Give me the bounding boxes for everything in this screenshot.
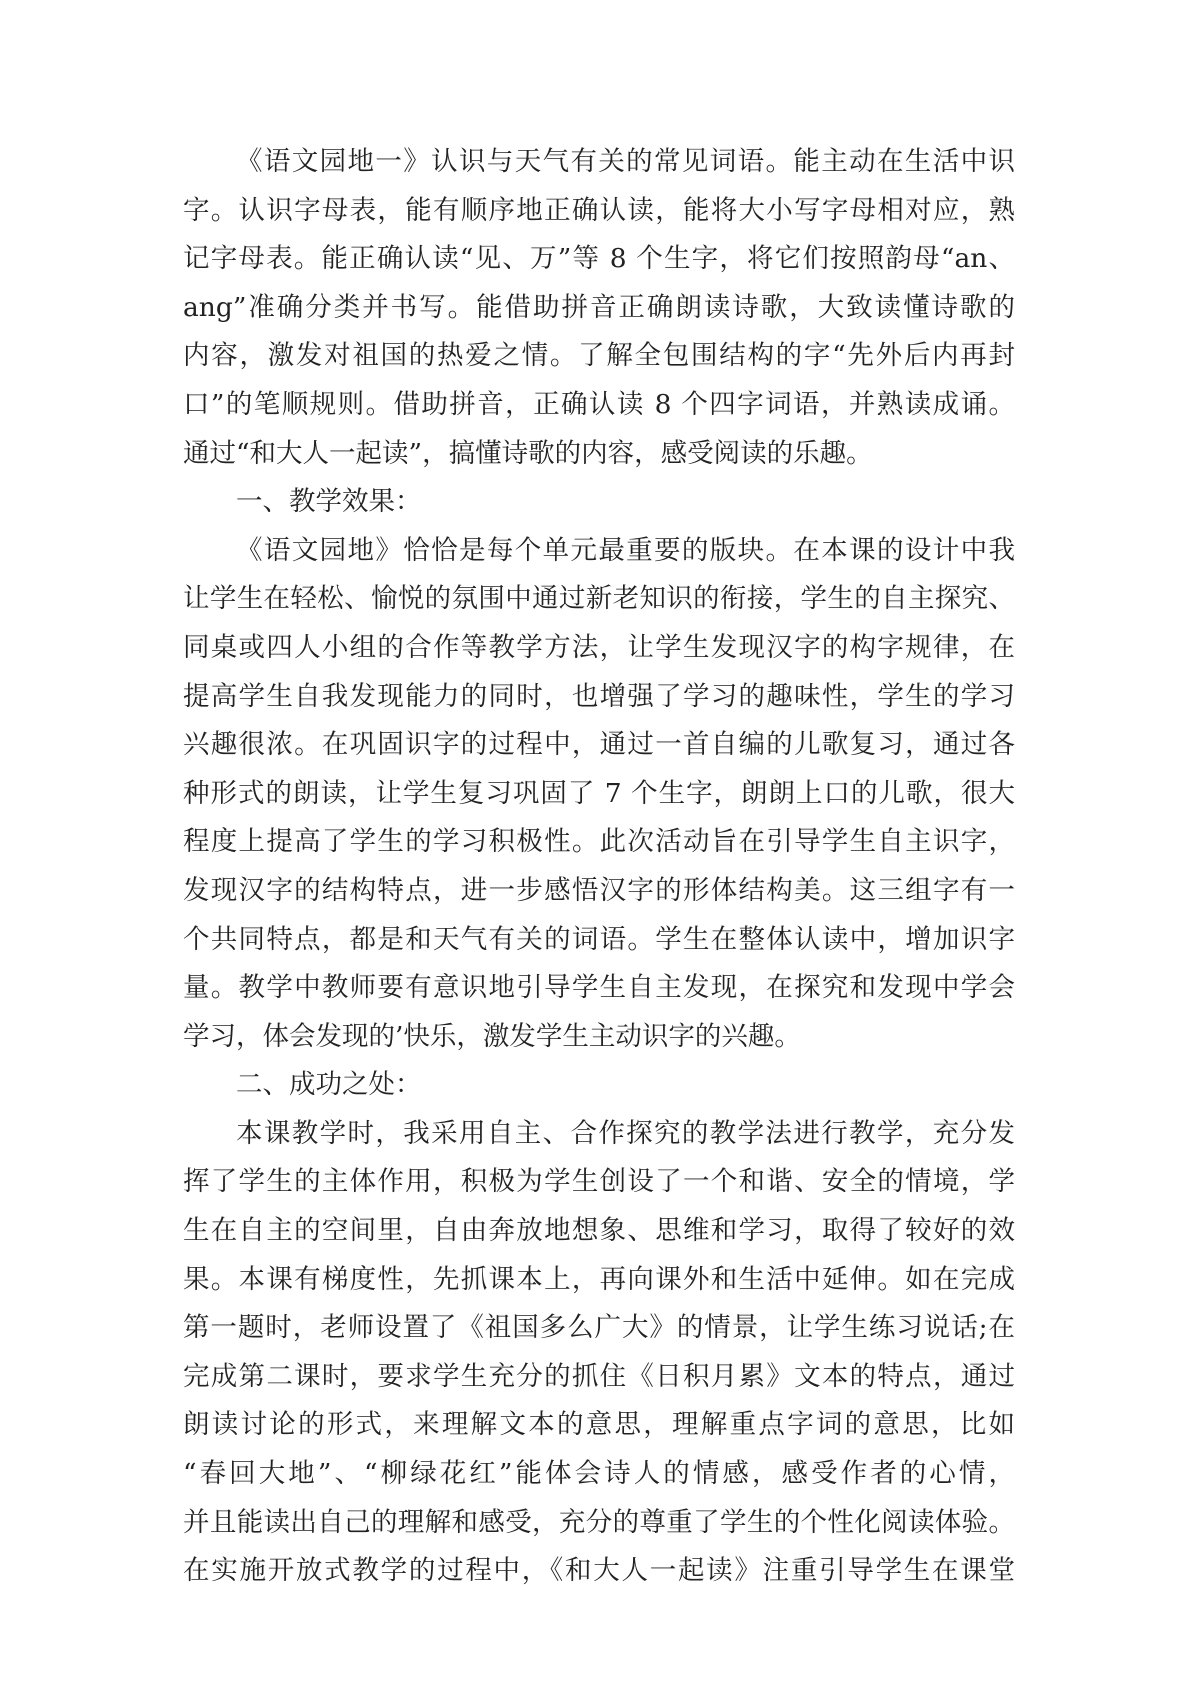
text-line: 生在自主的空间里，自由奔放地想象、思维和学习，取得了较好的效 — [183, 1215, 1015, 1247]
text-line: 《语文园地一》认识与天气有关的常见词语。能主动在生活中识 — [236, 146, 1015, 177]
text-line: 发现汉字的结构特点，进一步感悟汉字的形体结构美。这三组字有一 — [183, 874, 1015, 906]
section-heading-successes: 二、成功之处： — [236, 1069, 422, 1101]
document-body — [183, 138, 1015, 1596]
text-line: 提高学生自我发现能力的同时，也增强了学习的趣味性，学生的学习 — [183, 680, 1015, 712]
text-line: 朗读讨论的形式，来理解文本的意思，理解重点字词的意思，比如 — [183, 1409, 1015, 1441]
text-line: 并且能读出自己的理解和感受，充分的尊重了学生的个性化阅读体验。 — [183, 1506, 1015, 1538]
text-line: 挥了学生的主体作用，积极为学生创设了一个和谐、安全的情境，学 — [183, 1166, 1015, 1198]
text-line: 完成第二课时，要求学生充分的抓住《日积月累》文本的特点，通过 — [183, 1360, 1015, 1392]
text-line: 在实施开放式教学的过程中，《和大人一起读》注重引导学生在课堂 — [183, 1555, 1015, 1587]
text-line: ang”准确分类并书写。能借助拼音正确朗读诗歌，大致读懂诗歌的 — [183, 291, 1015, 323]
text-line: 让学生在轻松、愉悦的氛围中通过新老知识的衔接，学生的自主探究、 — [183, 583, 1015, 615]
text-line: 程度上提高了学生的学习积极性。此次活动旨在引导学生自主识字， — [183, 826, 1015, 858]
text-line: 同桌或四人小组的合作等教学方法，让学生发现汉字的构字规律，在 — [183, 631, 1015, 663]
text-line: 记字母表。能正确认读“见、万”等 8 个生字，将它们按照韵母“an、 — [183, 243, 1015, 275]
text-line: 种形式的朗读，让学生复习巩固了 7 个生字，朗朗上口的儿歌，很大 — [183, 777, 1015, 809]
text-line: 字。认识字母表，能有顺序地正确认读，能将大小写字母相对应，熟 — [183, 194, 1015, 226]
text-line: “春回大地”、“柳绿花红”能体会诗人的情感，感受作者的心情， — [183, 1458, 1015, 1490]
text-line: 兴趣很浓。在巩固识字的过程中，通过一首自编的儿歌复习，通过各 — [183, 729, 1015, 761]
text-line: 个共同特点，都是和天气有关的词语。学生在整体认读中，增加识字 — [183, 923, 1015, 955]
text-line: 量。教学中教师要有意识地引导学生自主发现，在探究和发现中学会 — [183, 972, 1015, 1004]
text-line: 通过“和大人一起读”，搞懂诗歌的内容，感受阅读的乐趣。 — [183, 437, 873, 469]
text-line: 果。本课有梯度性，先抓课本上，再向课外和生活中延伸。如在完成 — [183, 1263, 1015, 1295]
text-line: 《语文园地》恰恰是每个单元最重要的版块。在本课的设计中我 — [236, 534, 1015, 566]
text-line: 口”的笔顺规则。借助拼音，正确认读 8 个四字词语，并熟读成诵。 — [183, 388, 1015, 420]
section-heading-teaching-effect: 一、教学效果： — [236, 486, 422, 518]
text-line: 学习，体会发现的’快乐，激发学生主动识字的兴趣。 — [183, 1020, 801, 1052]
text-line: 内容，激发对祖国的热爱之情。了解全包围结构的字“先外后内再封 — [183, 340, 1015, 372]
text-line: 本课教学时，我采用自主、合作探究的教学法进行教学，充分发 — [236, 1117, 1015, 1149]
text-line: 第一题时，老师设置了《祖国多么广大》的情景，让学生练习说话;在 — [183, 1312, 1015, 1344]
